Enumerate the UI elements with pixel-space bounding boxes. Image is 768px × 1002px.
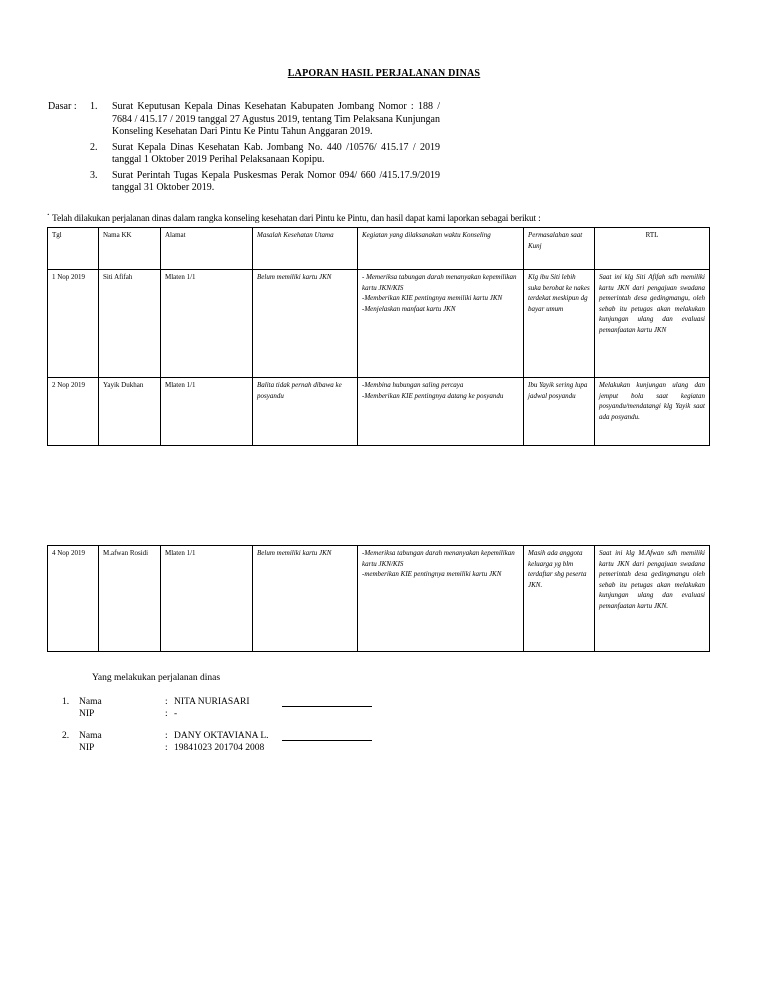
header-tgl: Tgl: [48, 228, 99, 270]
dasar-item-number: 2.: [90, 141, 98, 153]
cell-masalah: Belum memiliki kartu JKN: [253, 270, 358, 378]
signer-name: DANY OKTAVIANA L.: [174, 731, 269, 741]
colon: :: [165, 709, 168, 719]
dasar-item-text: Surat Perintah Tugas Kepala Puskesmas Perak Nomor 094/ 660 /415.17.9/2019 tanggal 31 Oktober 2019.: [112, 169, 440, 193]
report-table: [47, 227, 710, 446]
header-alamat: Alamat: [161, 228, 253, 270]
dasar-item: [90, 142, 440, 167]
cell-tgl: 2 Nop 2019: [48, 378, 99, 446]
cell-rtl: Saat ini klg Siti Afifah sdh memiliki kartu JKN dari pengajuan swadana pemerintah desa gedingmangu, oleh sebab itu petugas akan melakukan kunjungan ulang dan evaluasi pemanfaatan kartu JKN: [595, 270, 710, 378]
dasar-list: [90, 101, 440, 198]
page-title: LAPORAN HASIL PERJALANAN DINAS: [287, 68, 481, 79]
header-nama-kk: Nama KK: [99, 228, 161, 270]
nama-label: Nama: [79, 731, 102, 741]
nip-label: NIP: [79, 709, 95, 719]
bullet-mark: .: [47, 207, 50, 218]
signer-nip: -: [174, 709, 178, 719]
table-row: [48, 270, 710, 378]
dasar-item: [90, 101, 440, 139]
intro-text: Telah dilakukan perjalanan dinas dalam rangka konseling kesehatan dari Pintu ke Pintu, dan hasil dapat kami laporkan sebagai berikut :: [52, 214, 541, 224]
cell-permasalahan: Masih ada anggota keluarga yg blm terdaftar sbg peserta JKN.: [524, 546, 595, 652]
header-masalah: Masalah Kesehatan Utama: [253, 228, 358, 270]
signature-line: [282, 706, 372, 707]
signature-block-2: [62, 731, 402, 757]
cell-alamat: Mlaten 1/1: [161, 270, 253, 378]
table-row: [48, 378, 710, 446]
cell-kegiatan: - Memeriksa tabungan darah menanyakan kepemilikan kartu JKN/KIS -Memberikan KIE pentingnya memiliki kartu JKN -Menjelaskan manfaat kartu JKN: [358, 270, 524, 378]
cell-nama: M.afwan Rosidi: [99, 546, 161, 652]
table-header-row: [48, 228, 710, 270]
colon: :: [165, 731, 168, 741]
header-permasalahan: Permasalahan saat Kunj: [524, 228, 595, 270]
cell-kegiatan: -Membina hubungan saling percaya -Memberikan KIE pentingnya datang ke posyandu: [358, 378, 524, 446]
cell-tgl: 1 Nop 2019: [48, 270, 99, 378]
signer-nip: 19841023 201704 2008: [174, 743, 265, 753]
dasar-label: Dasar :: [48, 101, 77, 112]
signature-block-1: [62, 697, 402, 723]
report-table-continued: [47, 545, 710, 652]
cell-kegiatan: -Memeriksa tabungan darah menanyakan kepemilikan kartu JKN/KIS -memberikan KIE pentingnya memiliki kartu JKN: [358, 546, 524, 652]
cell-nama: Siti Afifah: [99, 270, 161, 378]
header-kegiatan: Kegiatan yang dilaksanakan waktu Konseling: [358, 228, 524, 270]
dasar-item: [90, 170, 440, 195]
cell-tgl: 4 Nop 2019: [48, 546, 99, 652]
cell-masalah: Balita tidak pernah dibawa ke posyandu: [253, 378, 358, 446]
signer-number: 2.: [62, 731, 70, 741]
cell-masalah: Belum memiliki kartu JKN: [253, 546, 358, 652]
cell-alamat: Mlaten 1/1: [161, 546, 253, 652]
dasar-item-number: 3.: [90, 169, 98, 181]
signature-line: [282, 740, 372, 741]
dasar-item-text: Surat Keputusan Kepala Dinas Kesehatan Kabupaten Jombang Nomor : 188 / 7684 / 415.17 / 2019 tanggal 27 Agustus 2019, tentang Tim Pelaksana Kunjungan Konseling Kesehatan Dari Pintu Ke Pintu Tahun Anggaran 2019.: [112, 101, 440, 137]
cell-nama: Yayik Dukhan: [99, 378, 161, 446]
cell-rtl: Melakukan kunjungan ulang dan jemput bola saat kegiatan posyandu/mendatangi klg Yayik saat ada posyandu.: [595, 378, 710, 446]
colon: :: [165, 697, 168, 707]
dasar-item-number: 1.: [90, 101, 98, 112]
signer-number: 1.: [62, 697, 70, 707]
signer-name: NITA NURIASARI: [174, 697, 250, 707]
cell-rtl: Saat ini klg M.Afwan sdh memiliki kartu JKN dari pengajuan swadana pemerintah desa gedingmangu oleh sebab itu petugas akan melakukan kunjungan ulang dan evaluasi pemanfaatan kartu JKN.: [595, 546, 710, 652]
cell-permasalahan: Ibu Yayik sering lupa jadwal posyandu: [524, 378, 595, 446]
dasar-item-text: Surat Kepala Dinas Kesehatan Kab. Jombang No. 440 /10576/ 415.17 / 2019 tanggal 1 Oktober 2019 Perihal Pelaksanaan Kopipu.: [112, 141, 440, 165]
nama-label: Nama: [79, 697, 102, 707]
cell-permasalahan: Klg ibu Siti lebih suka berobat ke nakes terdekat meskipun dg bayar umum: [524, 270, 595, 378]
table-row: [48, 546, 710, 652]
cell-alamat: Mlaten 1/1: [161, 378, 253, 446]
signature-heading: Yang melakukan perjalanan dinas: [92, 673, 221, 683]
nip-label: NIP: [79, 743, 95, 753]
header-rtl: RTL: [595, 228, 710, 270]
colon: :: [165, 743, 168, 753]
